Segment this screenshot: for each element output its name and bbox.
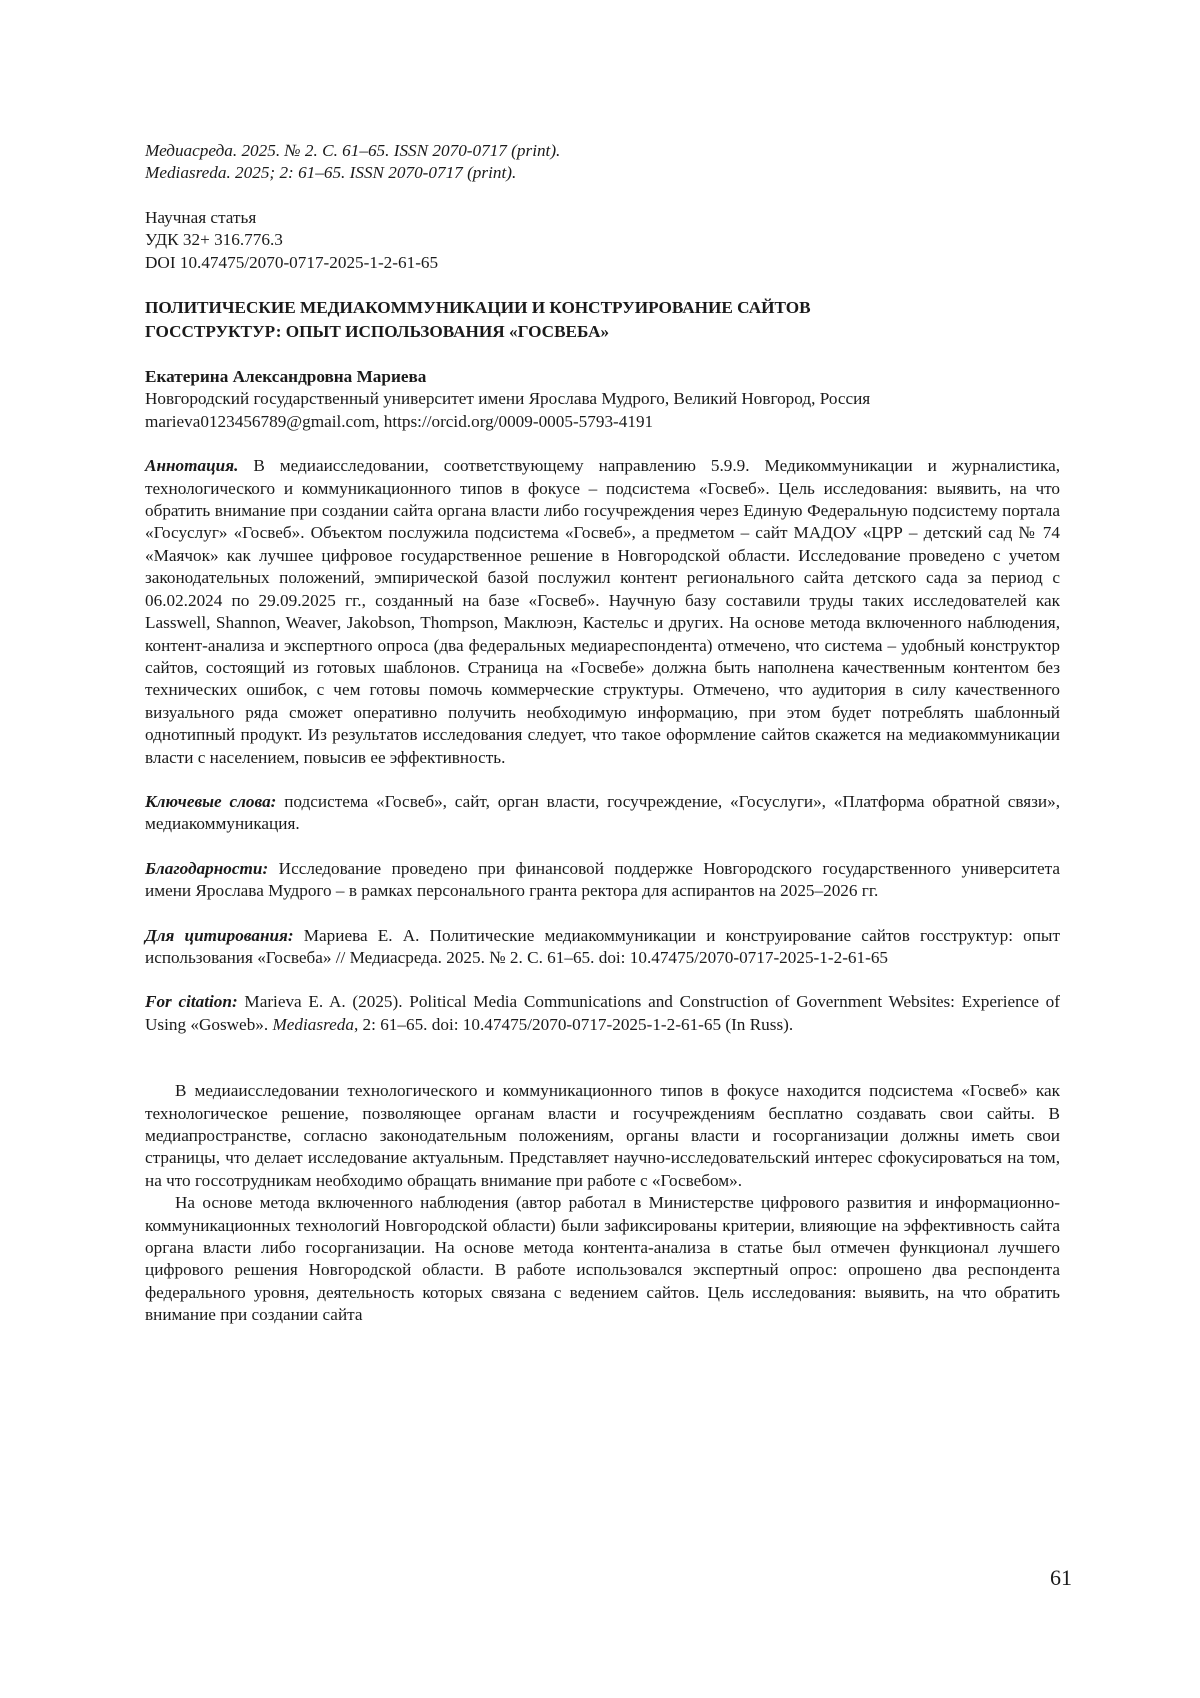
citation-en-text-a: Marieva E. A. (2025). Political Media Communications and Construction of Government Websites: Experience of Using «Gosweb». [145, 992, 1060, 1034]
citation-en-label: For citation: [145, 992, 238, 1012]
page-number: 61 [1050, 1565, 1072, 1590]
article-page [145, 140, 1060, 1327]
acknowledgements [145, 858, 1060, 903]
abstract-text: В медиаисследовании, соответствующему направлению 5.9.9. Медикоммуникации и журналистика, технологического и коммуникационного типов в фокусе – подсистема «Госвеб». Цель исследования: выявить, на что обратить внимание при создании сайта органа власти либо госучреждения через Единую Федеральную подсистему портала «Госуслуг» «Госвеб». Объектом послужила подсистема «Госвеб», а предметом – сайт МАДОУ «ЦРР – детский сад № 74 «Маячок» как лучшее цифровое государственное решение в Новгородской области. Исследование проведено с учетом законодательных положений, эмпирической базой послужил контент регионального сайта детского сада за период с 06.02.2024 по 29.09.2025 гг., созданный на базе «Госвеб». Научную базу составили труды таких исследователей как Lasswell, Shannon, Weaver, Jakobson, Thompson, Маклюэн, Кастельс и других. На основе метода включенного наблюдения, контент-анализа и экспертного опроса (два федеральных медиареспондента) отмечено, что система – удобный конструктор сайтов, состоящий из готовых шаблонов. Страница на «Госвебе» должна быть наполнена качественным контентом без технических ошибок, с чем готовы помочь коммерческие структуры. Отмечено, что аудитория в силу качественного визуального ряда сможет оперативно получить необходимую информацию, при этом будет потреблять шаблонный однотипный продукт. Из результатов исследования следует, что такое оформление сайтов скажется на медиакоммуникации власти с населением, повысив ее эффективность. [145, 456, 1060, 767]
citation-en [145, 991, 1060, 1036]
author-contacts: marieva0123456789@gmail.com, https://orcid.org/0009-0005-5793-4191 [145, 411, 654, 431]
udk: УДК 32+ 316.776.3 [145, 230, 283, 250]
keywords [145, 791, 1060, 836]
keywords-label: Ключевые слова: [145, 791, 277, 811]
author-affiliation: Новгородский государственный университет имени Ярослава Мудрого, Великий Новгород, Россия [145, 389, 871, 409]
article-type: Научная статья [145, 207, 257, 227]
body-paragraph-1: В медиаисследовании технологического и коммуникационного типов в фокусе находится подсистема «Госвеб» как технологическое решение, позволяющее органам власти и госучреждениям бесплатно создавать свои сайты. В медиапространстве, согласно законодательным положениям, органы власти и госорганизации должны иметь свои страницы, что делает исследование актуальным. Представляет научно-исследовательский интерес сфокусироваться на том, на что госсотрудникам необходимо обращать внимание при работе с «Госвебом». [145, 1081, 1060, 1190]
article-title [145, 296, 1060, 344]
doi: DOI 10.47475/2070-0717-2025-1-2-61-65 [145, 252, 439, 272]
body-paragraph-2: На основе метода включенного наблюдения (автор работал в Министерстве цифрового развития и информационно-коммуникационных технологий Новгородской области) были зафиксированы критерии, влияющие на эффективность сайта органа власти либо госорганизации. На основе метода контента-анализа в статье был отмечен функционал лучшего цифрового решения Новгородской области. В работе использовался экспертный опрос: опрошено два респондента федерального уровня, деятельность которых связана с ведением сайтов. Цель исследования: выявить, на что обратить внимание при создании сайта [145, 1193, 1060, 1325]
journal-citation-en: Mediasreda. 2025; 2: 61–65. ISSN 2070-0717 (print). [145, 163, 517, 183]
citation-en-text-b: , 2: 61–65. doi: 10.47475/2070-0717-2025-1-2-61-65 (In Russ). [353, 1014, 794, 1034]
journal-citation-ru: Медиасреда. 2025. № 2. С. 61–65. ISSN 2070-0717 (print). [145, 141, 561, 160]
citation-ru-text: Мариева Е. А. Политические медиакоммуникации и конструирование сайтов госструктур: опыт использования «Госвеба» // Медиасреда. 2025. № 2. С. 61–65. doi: 10.47475/2070-0717-2025-1-2-61-65 [145, 925, 1060, 967]
citation-en-journal: Mediasreda [272, 1014, 354, 1034]
acknowledgements-text: Исследование проведено при финансовой поддержке Новгородского государственного университета имени Ярослава Мудрого – в рамках персонального гранта ректора для аспирантов на 2025–2026 гг. [145, 858, 1060, 901]
keywords-text: подсистема «Госвеб», сайт, орган власти, госучреждение, «Госуслуги», «Платформа обратной связи», медиакоммуникация. [145, 791, 1061, 834]
abstract-label: Аннотация. [145, 456, 239, 476]
citation-ru-label: Для цитирования: [145, 925, 294, 945]
author-name: Екатерина Александровна Мариева [145, 367, 427, 387]
acknowledgements-label: Благодарности: [145, 858, 269, 878]
citation-ru [145, 925, 1060, 970]
abstract [145, 455, 1060, 769]
title-line-2: ГОССТРУКТУР: ОПЫТ ИСПОЛЬЗОВАНИЯ «ГОСВЕБА» [145, 322, 610, 342]
title-line-1: ПОЛИТИЧЕСКИЕ МЕДИАКОММУНИКАЦИИ И КОНСТРУИРОВАНИЕ САЙТОВ [145, 298, 811, 318]
